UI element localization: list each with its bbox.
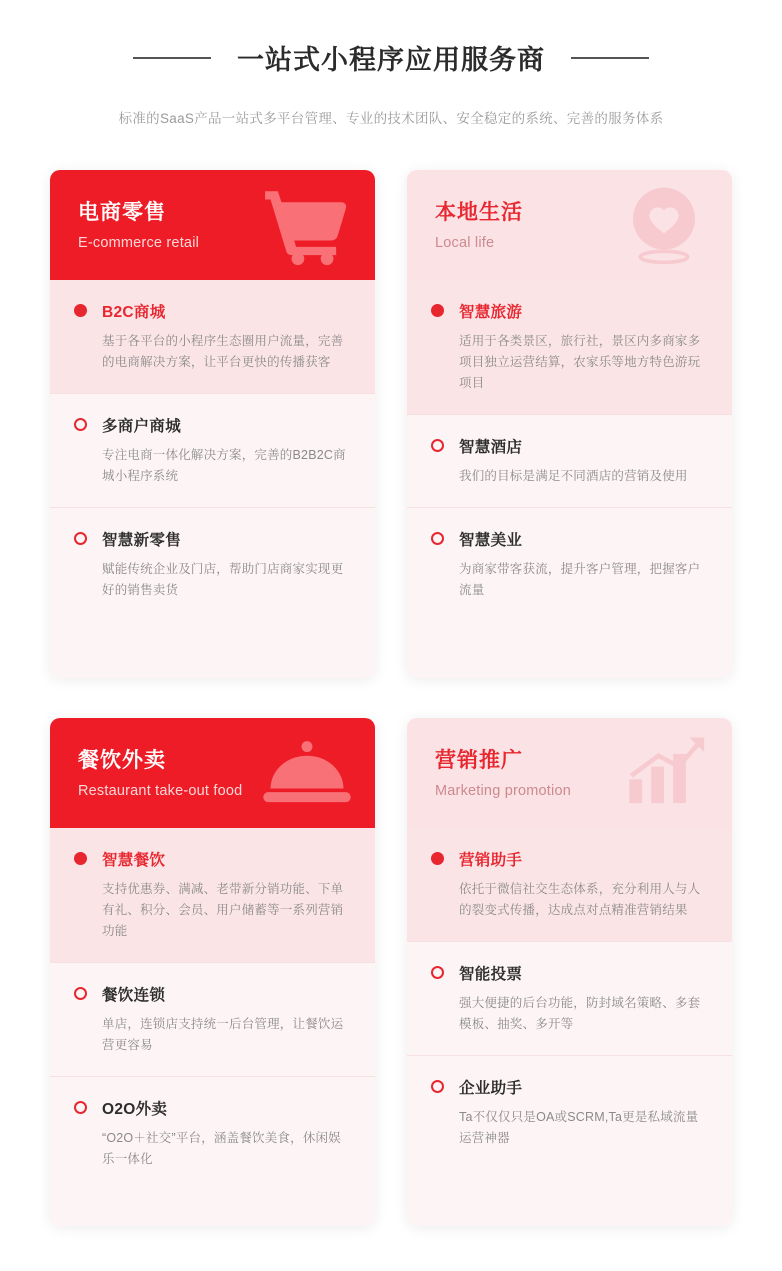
item-title: 营销助手 xyxy=(459,852,523,869)
card-body xyxy=(50,280,375,678)
bullet-icon xyxy=(431,1080,444,1093)
page-subtitle: 标准的SaaS产品一站式多平台管理、专业的技术团队、安全稳定的系统、完善的服务体系 xyxy=(118,111,664,126)
list-item[interactable] xyxy=(407,280,732,415)
page-header xyxy=(0,0,782,127)
title-row xyxy=(0,38,782,77)
item-title: 智慧美业 xyxy=(459,532,523,549)
card-marketing-promotion[interactable] xyxy=(407,718,732,1226)
bar-chart-arrow-icon xyxy=(618,732,710,814)
card-header xyxy=(50,718,375,828)
item-title: 智慧餐饮 xyxy=(102,852,166,869)
list-item[interactable] xyxy=(407,942,732,1056)
list-item[interactable] xyxy=(50,394,375,508)
card-body xyxy=(407,828,732,1226)
item-desc: 我们的目标是满足不同酒店的营销及使用 xyxy=(459,469,688,483)
item-desc: 基于各平台的小程序生态圈用户流量，完善的电商解决方案，让平台更快的传播获客 xyxy=(102,334,344,369)
list-item[interactable] xyxy=(50,1077,375,1190)
shopping-cart-icon xyxy=(261,184,353,266)
bullet-icon xyxy=(431,966,444,979)
card-restaurant-takeout[interactable] xyxy=(50,718,375,1226)
card-header xyxy=(50,170,375,280)
card-title-en: Restaurant take-out food xyxy=(78,783,243,799)
list-item[interactable] xyxy=(50,828,375,963)
item-title: 智慧新零售 xyxy=(102,532,182,549)
card-title-zh: 电商零售 xyxy=(78,201,166,224)
heart-location-icon xyxy=(618,184,710,266)
bullet-icon xyxy=(431,304,444,317)
item-desc: 强大便捷的后台功能，防封域名策略、多套模板、抽奖、多开等 xyxy=(459,996,701,1031)
item-title: O2O外卖 xyxy=(102,1101,168,1118)
card-title-en: E-commerce retail xyxy=(78,235,200,251)
card-ecommerce-retail[interactable] xyxy=(50,170,375,678)
bullet-icon xyxy=(74,418,87,431)
bullet-icon xyxy=(431,439,444,452)
card-title-zh: 餐饮外卖 xyxy=(78,749,166,772)
card-title-en: Local life xyxy=(435,235,495,251)
list-item[interactable] xyxy=(407,415,732,508)
item-title: B2C商城 xyxy=(102,304,166,321)
card-body xyxy=(407,280,732,678)
list-item[interactable] xyxy=(50,508,375,621)
food-cloche-icon xyxy=(261,732,353,814)
item-desc: 为商家带客获流，提升客户管理，把握客户流量 xyxy=(459,562,701,597)
list-item[interactable] xyxy=(50,280,375,394)
bullet-icon xyxy=(74,304,87,317)
card-body xyxy=(50,828,375,1226)
bullet-icon xyxy=(74,532,87,545)
title-rule-left xyxy=(133,57,211,59)
item-title: 企业助手 xyxy=(459,1080,523,1097)
bullet-icon xyxy=(74,852,87,865)
bullet-icon xyxy=(74,987,87,1000)
title-rule-right xyxy=(571,57,649,59)
bullet-icon xyxy=(431,532,444,545)
card-title-zh: 本地生活 xyxy=(435,201,523,224)
bullet-icon xyxy=(74,1101,87,1114)
card-title-en: Marketing promotion xyxy=(435,783,571,799)
item-desc: 专注电商一体化解决方案，完善的B2B2C商城小程序系统 xyxy=(102,448,346,483)
item-title: 智能投票 xyxy=(459,966,523,983)
card-header xyxy=(407,718,732,828)
list-item[interactable] xyxy=(407,828,732,942)
item-desc: 依托于微信社交生态体系，充分利用人与人的裂变式传播，达成点对点精准营销结果 xyxy=(459,882,701,917)
page-title: 一站式小程序应用服务商 xyxy=(237,45,545,75)
item-title: 智慧酒店 xyxy=(459,439,523,456)
card-title-zh: 营销推广 xyxy=(435,749,523,772)
item-title: 智慧旅游 xyxy=(459,304,523,321)
list-item[interactable] xyxy=(50,963,375,1077)
item-desc: 单店，连锁店支持统一后台管理，让餐饮运营更容易 xyxy=(102,1017,344,1052)
list-item[interactable] xyxy=(407,508,732,621)
item-title: 多商户商城 xyxy=(102,418,182,435)
list-item[interactable] xyxy=(407,1056,732,1169)
item-desc: 支持优惠券、满减、老带新分销功能、下单有礼、积分、会员、用户储蓄等一系列营销功能 xyxy=(102,882,344,938)
cards-grid xyxy=(26,127,756,1226)
card-local-life[interactable] xyxy=(407,170,732,678)
item-desc: Ta不仅仅只是OA或SCRM,Ta更是私域流量运营神器 xyxy=(459,1110,699,1145)
item-desc: 适用于各类景区，旅行社，景区内多商家多项目独立运营结算，农家乐等地方特色游玩项目 xyxy=(459,334,701,390)
item-desc: “O2O＋社交”平台，涵盖餐饮美食，休闲娱乐一体化 xyxy=(102,1131,341,1166)
item-title: 餐饮连锁 xyxy=(102,987,166,1004)
bullet-icon xyxy=(431,852,444,865)
card-header xyxy=(407,170,732,280)
item-desc: 赋能传统企业及门店，帮助门店商家实现更好的销售卖货 xyxy=(102,562,344,597)
